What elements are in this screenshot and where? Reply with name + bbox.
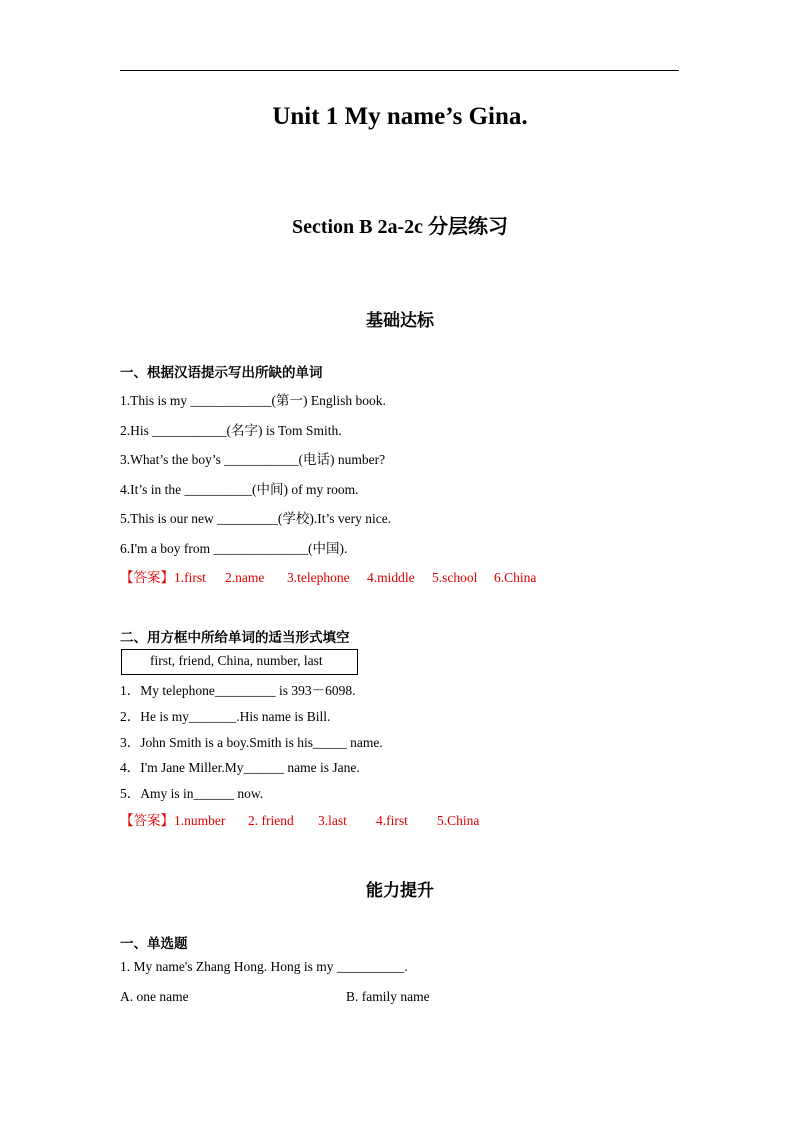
- section-heading-advanced: 能力提升: [366, 881, 434, 901]
- word-box: first, friend, China, number, last: [121, 649, 358, 675]
- answer-item: 4.first: [376, 813, 408, 828]
- exercise-line: 4．I'm Jane Miller.My______ name is Jane.: [120, 760, 360, 775]
- answer-item: 1.first: [174, 570, 206, 585]
- answer-item: 3.last: [318, 813, 347, 828]
- answer-item: 6.China: [494, 570, 537, 585]
- option-a: A. one name: [120, 989, 189, 1004]
- answer-item: 2. friend: [248, 813, 294, 828]
- exercise-line: 2．He is my_______.His name is Bill.: [120, 709, 331, 724]
- part-heading-fill-words: 一、根据汉语提示写出所缺的单词: [120, 365, 323, 381]
- option-b: B. family name: [346, 989, 430, 1004]
- answer-line: [120, 566, 536, 586]
- answer-item: 2.name: [225, 570, 265, 585]
- answer-prefix: 【答案】: [120, 570, 174, 585]
- answer-item: 3.telephone: [287, 570, 350, 585]
- section-heading-basic: 基础达标: [366, 311, 434, 331]
- answer-prefix: 【答案】: [120, 813, 174, 828]
- answer-item: 1.number: [174, 813, 226, 828]
- question-line: 1. My name's Zhang Hong. Hong is my __________.: [120, 959, 408, 974]
- exercise-line: 6.I'm a boy from ______________(中国).: [120, 541, 348, 556]
- answer-item: 5.school: [432, 570, 478, 585]
- answer-line: [120, 809, 479, 829]
- exercise-line: 2.His ___________(名字) is Tom Smith.: [120, 423, 342, 438]
- answer-item: 4.middle: [367, 570, 415, 585]
- answer-item: 5.China: [437, 813, 480, 828]
- page-title: Unit 1 My name’s Gina.: [272, 103, 528, 130]
- page-subtitle: Section B 2a-2c 分层练习: [291, 216, 509, 238]
- exercise-line: 5．Amy is in______ now.: [120, 786, 264, 801]
- exercise-line: 4.It’s in the __________(中间) of my room.: [120, 482, 359, 497]
- exercise-line: 1．My telephone_________ is 393－6098.: [120, 683, 356, 698]
- exercise-line: 5.This is our new _________(学校).It’s very nice.: [120, 511, 392, 526]
- exercise-line: 1.This is my ____________(第一) English book.: [120, 393, 386, 408]
- exercise-line: 3．John Smith is a boy.Smith is his_____ name.: [120, 735, 383, 750]
- part-heading-word-box: 二、用方框中所给单词的适当形式填空: [120, 630, 350, 646]
- part-heading-multiple-choice: 一、单选题: [120, 936, 188, 952]
- header-rule: [120, 70, 679, 71]
- exercise-line: 3.What’s the boy’s ___________(电话) number?: [120, 452, 386, 467]
